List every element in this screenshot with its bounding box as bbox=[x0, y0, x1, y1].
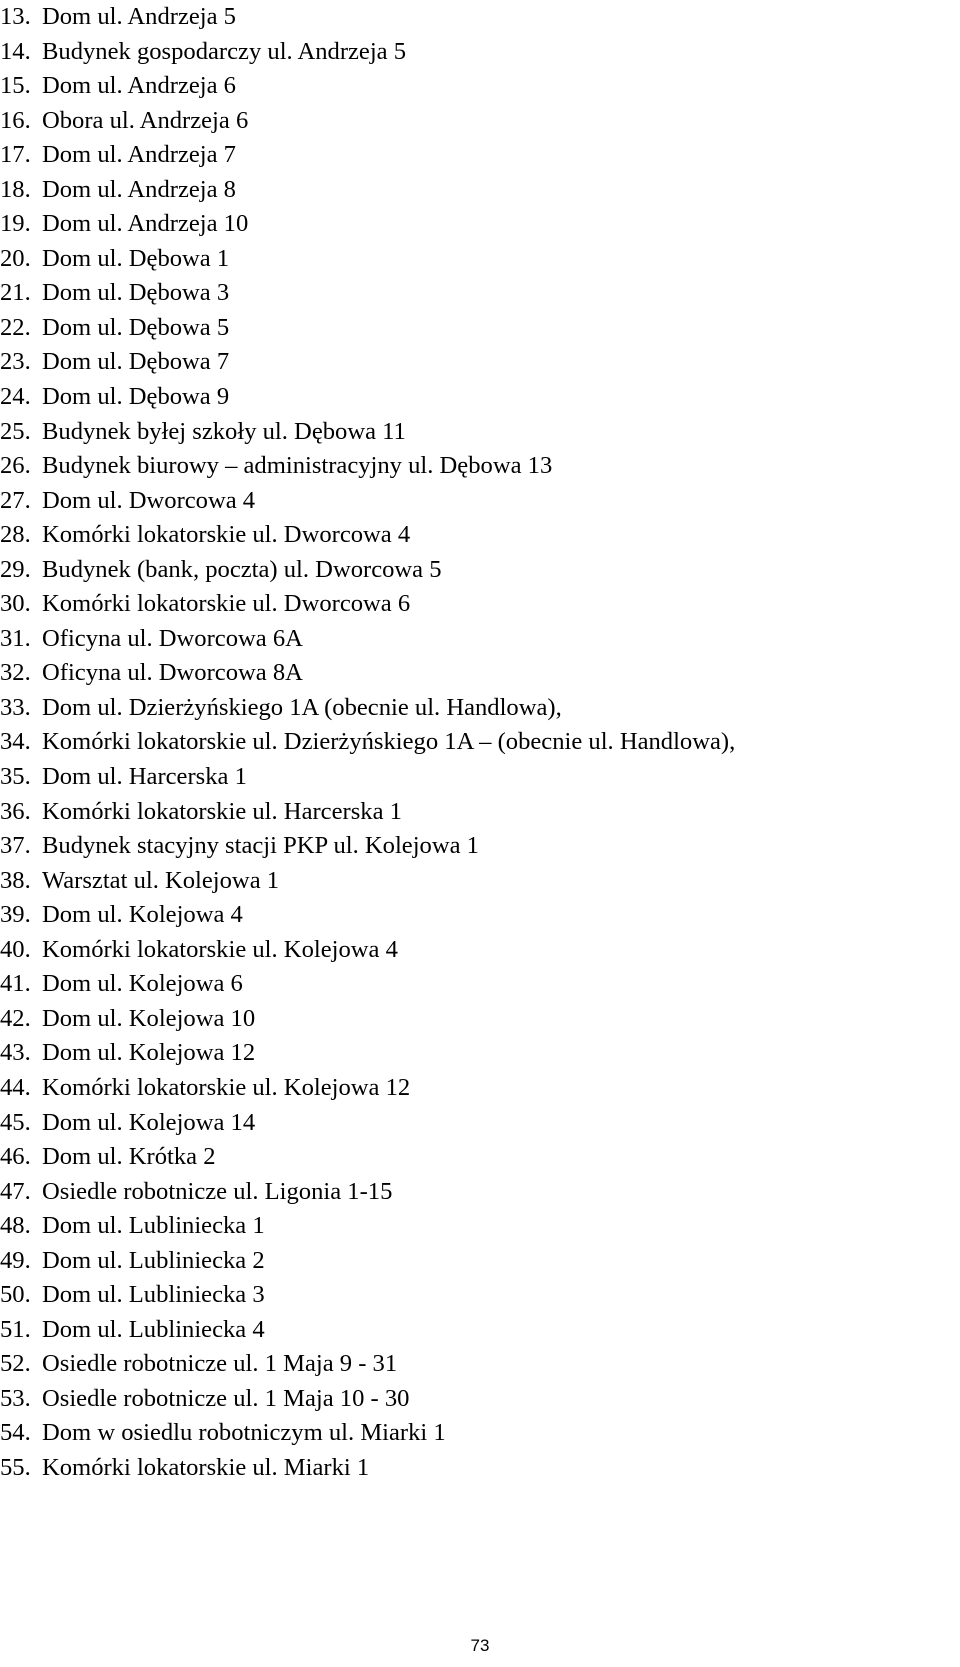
list-item-number: 32. bbox=[0, 659, 31, 687]
list-item-number: 46. bbox=[0, 1143, 31, 1171]
list-item bbox=[0, 1175, 735, 1210]
list-item-number: 34. bbox=[0, 728, 31, 756]
list-item-number: 49. bbox=[0, 1246, 31, 1274]
list-item bbox=[0, 484, 735, 519]
list-item-text: Dom ul. Andrzeja 7 bbox=[42, 141, 236, 169]
list-item-text: Dom ul. Lubliniecka 4 bbox=[42, 1315, 265, 1343]
list-item-number: 53. bbox=[0, 1384, 31, 1412]
list-item-number: 26. bbox=[0, 452, 31, 480]
list-item-number: 20. bbox=[0, 244, 31, 272]
list-item-number: 48. bbox=[0, 1212, 31, 1240]
list-item bbox=[0, 1209, 735, 1244]
list-item-text: Dom ul. Lubliniecka 2 bbox=[42, 1246, 265, 1274]
list-item bbox=[0, 345, 735, 380]
list-item-number: 31. bbox=[0, 624, 31, 652]
list-item-number: 51. bbox=[0, 1315, 31, 1343]
list-item-number: 25. bbox=[0, 417, 31, 445]
list-item bbox=[0, 138, 735, 173]
list-item bbox=[0, 691, 735, 726]
list-item bbox=[0, 449, 735, 484]
list-item-number: 15. bbox=[0, 72, 31, 100]
list-item-text: Komórki lokatorskie ul. Dzierżyńskiego 1A – (obecnie ul. Handlowa), bbox=[42, 728, 736, 756]
list-item-number: 38. bbox=[0, 866, 31, 894]
list-item-number: 18. bbox=[0, 175, 31, 203]
list-item-text: Dom ul. Dębowa 1 bbox=[42, 244, 230, 272]
list-item-text: Dom ul. Lubliniecka 3 bbox=[42, 1281, 265, 1309]
list-item bbox=[0, 725, 735, 760]
list-item bbox=[0, 380, 735, 415]
list-item-text: Dom ul. Kolejowa 6 bbox=[42, 970, 243, 998]
list-item-number: 21. bbox=[0, 279, 31, 307]
list-item-text: Budynek byłej szkoły ul. Dębowa 11 bbox=[42, 417, 406, 445]
list-item-text: Warsztat ul. Kolejowa 1 bbox=[42, 866, 280, 894]
list-item-number: 16. bbox=[0, 106, 31, 134]
list-item-text: Dom ul. Dębowa 3 bbox=[42, 279, 230, 307]
list-item-text: Dom ul. Andrzeja 6 bbox=[42, 72, 236, 100]
list-item bbox=[0, 1347, 735, 1382]
list-item bbox=[0, 1140, 735, 1175]
list-item-number: 55. bbox=[0, 1453, 31, 1481]
list-item-text: Obora ul. Andrzeja 6 bbox=[42, 106, 249, 134]
list-item-text: Komórki lokatorskie ul. Miarki 1 bbox=[42, 1453, 370, 1481]
list-item bbox=[0, 311, 735, 346]
list-item-number: 14. bbox=[0, 37, 31, 65]
list-item-number: 35. bbox=[0, 763, 31, 791]
list-item-number: 17. bbox=[0, 141, 31, 169]
list-item-number: 37. bbox=[0, 832, 31, 860]
list-item bbox=[0, 1106, 735, 1141]
list-item bbox=[0, 518, 735, 553]
list-item bbox=[0, 104, 735, 139]
list-item bbox=[0, 1278, 735, 1313]
list-item bbox=[0, 864, 735, 899]
list-item-text: Komórki lokatorskie ul. Dworcowa 6 bbox=[42, 590, 411, 618]
list-item-text: Dom ul. Andrzeja 8 bbox=[42, 175, 236, 203]
list-item-text: Budynek stacyjny stacji PKP ul. Kolejowa 1 bbox=[42, 832, 479, 860]
list-item bbox=[0, 1451, 735, 1486]
list-item-text: Dom ul. Dworcowa 4 bbox=[42, 486, 256, 514]
list-item-number: 50. bbox=[0, 1281, 31, 1309]
page-number: 73 bbox=[470, 1636, 490, 1655]
list-item bbox=[0, 1313, 735, 1348]
list-item-text: Dom ul. Dębowa 5 bbox=[42, 313, 230, 341]
list-item-text: Budynek biurowy – administracyjny ul. Dębowa 13 bbox=[42, 452, 553, 480]
list-item-text: Komórki lokatorskie ul. Kolejowa 4 bbox=[42, 935, 398, 963]
list-item-text: Dom ul. Dzierżyńskiego 1A (obecnie ul. Handlowa), bbox=[42, 693, 562, 721]
list-item-number: 36. bbox=[0, 797, 31, 825]
list-item-text: Komórki lokatorskie ul. Dworcowa 4 bbox=[42, 521, 411, 549]
list-item-number: 42. bbox=[0, 1004, 31, 1032]
list-item-text: Dom ul. Harcerska 1 bbox=[42, 763, 247, 791]
list-item-text: Dom ul. Kolejowa 14 bbox=[42, 1108, 256, 1136]
list-item bbox=[0, 760, 735, 795]
list-item-text: Budynek gospodarczy ul. Andrzeja 5 bbox=[42, 37, 407, 65]
list-item-text: Komórki lokatorskie ul. Harcerska 1 bbox=[42, 797, 402, 825]
list-item-text: Dom ul. Andrzeja 5 bbox=[42, 3, 236, 30]
list-item bbox=[0, 1416, 735, 1451]
list-item bbox=[0, 553, 735, 588]
list-item bbox=[0, 276, 735, 311]
list-item-text: Dom ul. Lubliniecka 1 bbox=[42, 1212, 265, 1240]
list-item-text: Komórki lokatorskie ul. Kolejowa 12 bbox=[42, 1073, 411, 1101]
list-item bbox=[0, 1382, 735, 1417]
list-item-number: 30. bbox=[0, 590, 31, 618]
list-item bbox=[0, 207, 735, 242]
list-item-number: 52. bbox=[0, 1350, 31, 1378]
list-item bbox=[0, 933, 735, 968]
list-item-text: Dom ul. Dębowa 7 bbox=[42, 348, 230, 376]
list-item-number: 13. bbox=[0, 3, 31, 30]
list-item-number: 33. bbox=[0, 693, 31, 721]
list-item bbox=[0, 1071, 735, 1106]
list-item-number: 54. bbox=[0, 1419, 31, 1447]
list-item bbox=[0, 622, 735, 657]
list-item-text: Dom ul. Dębowa 9 bbox=[42, 383, 230, 411]
list-item bbox=[0, 967, 735, 1002]
list-item-text: Oficyna ul. Dworcowa 6A bbox=[42, 624, 303, 652]
list-item bbox=[0, 587, 735, 622]
list-item-text: Osiedle robotnicze ul. 1 Maja 9 - 31 bbox=[42, 1350, 398, 1378]
list-item-text: Osiedle robotnicze ul. Ligonia 1-15 bbox=[42, 1177, 393, 1205]
list-item bbox=[0, 795, 735, 830]
list-item bbox=[0, 898, 735, 933]
list-item-text: Dom ul. Krótka 2 bbox=[42, 1143, 216, 1171]
list-item bbox=[0, 242, 735, 277]
list-item-number: 44. bbox=[0, 1073, 31, 1101]
list-item-number: 22. bbox=[0, 313, 31, 341]
list-item bbox=[0, 415, 735, 450]
list-item bbox=[0, 0, 735, 35]
list-item bbox=[0, 656, 735, 691]
list-item-number: 45. bbox=[0, 1108, 31, 1136]
list-item-number: 43. bbox=[0, 1039, 31, 1067]
list-item-number: 39. bbox=[0, 901, 31, 929]
list-item-number: 23. bbox=[0, 348, 31, 376]
list-item-number: 47. bbox=[0, 1177, 31, 1205]
list-item bbox=[0, 173, 735, 208]
list-item-text: Dom w osiedlu robotniczym ul. Miarki 1 bbox=[42, 1419, 446, 1447]
list-item-number: 41. bbox=[0, 970, 31, 998]
list-item-text: Dom ul. Kolejowa 12 bbox=[42, 1039, 256, 1067]
list-item-text: Budynek (bank, poczta) ul. Dworcowa 5 bbox=[42, 555, 442, 583]
list-item-number: 27. bbox=[0, 486, 31, 514]
list-item bbox=[0, 829, 735, 864]
list-item-text: Oficyna ul. Dworcowa 8A bbox=[42, 659, 303, 687]
list-item bbox=[0, 1244, 735, 1279]
list-item-number: 24. bbox=[0, 383, 31, 411]
list-item bbox=[0, 1002, 735, 1037]
list-item bbox=[0, 35, 735, 70]
list-item-number: 19. bbox=[0, 210, 31, 238]
list-item-text: Dom ul. Andrzeja 10 bbox=[42, 210, 249, 238]
list-item-text: Dom ul. Kolejowa 10 bbox=[42, 1004, 256, 1032]
list-item-text: Osiedle robotnicze ul. 1 Maja 10 - 30 bbox=[42, 1384, 410, 1412]
list-item-number: 40. bbox=[0, 935, 31, 963]
list-item bbox=[0, 69, 735, 104]
list-item bbox=[0, 1036, 735, 1071]
list-item-text: Dom ul. Kolejowa 4 bbox=[42, 901, 243, 929]
list-item-number: 29. bbox=[0, 555, 31, 583]
list-item-number: 28. bbox=[0, 521, 31, 549]
